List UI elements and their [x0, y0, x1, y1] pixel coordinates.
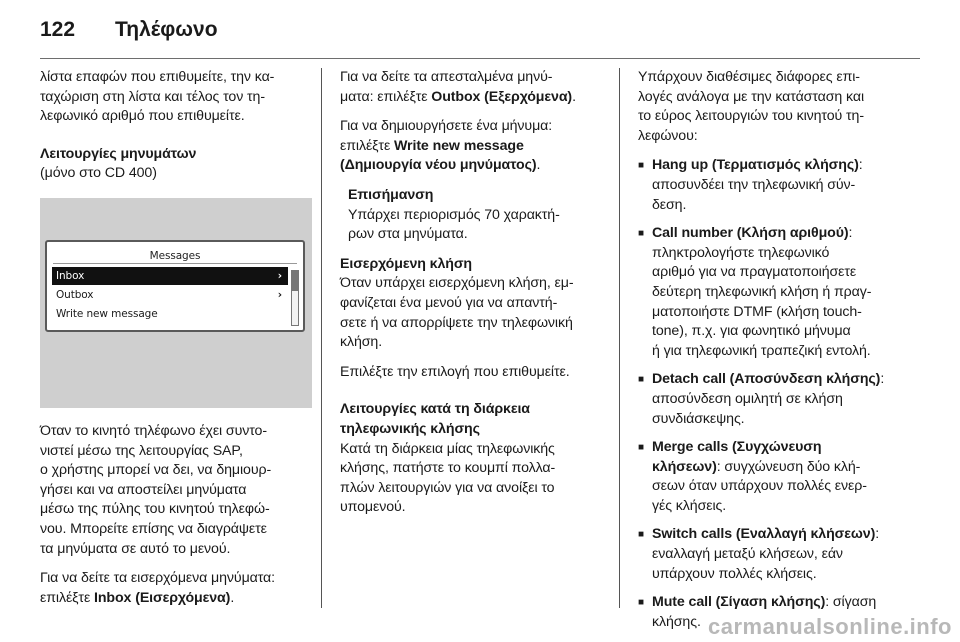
list-item-call-number: ■ Call number (Κλήση αριθμού): πληκτρολογήστε τηλεφωνικό αριθμό για να πραγματοποιήσετε δεύτερη τηλεφωνική κλήση ή πραγ- ματοποιήστε DTMF (κλήση touch- tone), π.χ. για φωνητικό μήνυμα ή για τηλεφωνική τραπεζική εντολή. [638, 224, 920, 361]
intro-paragraph: λίστα επαφών που επιθυμείτε, την κα- ταχώριση στη λίστα και τέλος τον τη- λεφωνικό αριθμό που επιθυμείτε. [40, 69, 275, 125]
list-item-merge-calls: ■ Merge calls (Συγχώνευση κλήσεων): συγχώνευση δύο κλή- σεων όταν υπάρχουν πολλές ενερ- γές κλήσεις. [638, 438, 920, 516]
list-item-detach-call: ■ Detach call (Αποσύνδεση κλήσης): αποσύνδεση ομιλητή σε κλήση συνδιάσκεψης. [638, 370, 920, 429]
display-illustration [40, 198, 312, 408]
menu-item-inbox: Inbox › [52, 267, 288, 285]
incoming-call-heading: Εισερχόμενη κλήση [340, 255, 472, 272]
messages-section [40, 145, 312, 184]
note-box: Επισήμανση Υπάρχει περιορισμός 70 χαρακτή- ρων στα μηνύματα. [340, 186, 610, 245]
chevron-right-icon: › [277, 288, 282, 301]
screen-divider [53, 263, 297, 264]
screen-title: Messages [149, 249, 201, 262]
menu-item-write-new-message: Write new message [56, 307, 158, 320]
inbox-paragraph: Για να δείτε τα εισερχόμενα μηνύματα: επιλέξτε Inbox (Εισερχόμενα). [40, 570, 275, 606]
section-subheading: (μόνο στο CD 400) [40, 165, 157, 182]
inbox-label: Inbox (Εισερχόμενα) [94, 589, 231, 606]
outbox-label: Outbox (Εξερχόμενα) [431, 88, 573, 105]
page-title: Τηλέφωνο [115, 18, 218, 41]
column-1 [40, 68, 312, 618]
column-divider-2 [619, 68, 620, 608]
section-heading: Λειτουργίες μηνυμάτων [40, 145, 197, 162]
column-divider-1 [321, 68, 322, 608]
column-3 [638, 68, 920, 641]
during-call-heading: Λειτουργίες κατά τη διάρκεια [340, 401, 530, 418]
sap-paragraph: Όταν το κινητό τηλέφωνο έχει συντο- νιστεί μέσω της λειτουργίας SAP, ο χρήστης μπορεί να δει, να δημιουρ- γήσει και να αποστείλει μηνύματα μέσω της πύλης του κινητού τηλεφώ- νου. Μπορείτε επίσης να διαγράψετε τα μηνύματα σε αυτό το μενού. [40, 422, 272, 557]
outbox-paragraph: Για να δείτε τα απεσταλμένα μηνύ- ματα: επιλέξτε Outbox (Εξερχόμενα). [340, 69, 576, 105]
list-item-switch-calls: ■ Switch calls (Εναλλαγή κλήσεων): εναλλαγή μεταξύ κλήσεων, εάν υπάρχουν πολλές κλήσεις. [638, 525, 920, 584]
screen-scrollbar [291, 270, 299, 326]
select-option-text: Επιλέξτε την επιλογή που επιθυμείτε. [340, 363, 570, 380]
write-new-message-label: Write new message [394, 137, 524, 154]
page-number: 122 [40, 18, 76, 41]
list-item-hang-up: ■ Hang up (Τερματισμός κλήσης): αποσυνδέει την τηλεφωνική σύν- δεση. [638, 156, 920, 215]
scrollbar-thumb [292, 271, 298, 291]
note-title: Επισήμανση [348, 186, 434, 203]
write-message-paragraph: Για να δημιουργήσετε ένα μήνυμα: επιλέξτε Write new message (Δημιουργία νέου μηνύματος). [340, 118, 553, 174]
column-2 [340, 68, 610, 528]
watermark: carmanualsonline.info [708, 614, 952, 639]
during-call-section: Λειτουργίες κατά τη διάρκεια τηλεφωνικής κλήσης Κατά τη διάρκεια μίας τηλεφωνικής κλήσης, πατήστε το κουμπί πολλα- πλών λειτουργιών για να ανοίξει το υπομενού. [340, 400, 610, 518]
menu-item-outbox: Outbox › [52, 286, 288, 304]
options-intro: Υπάρχουν διαθέσιμες διάφορες επι- λογές ανάλογα με την κατάσταση και το εύρος λειτουργιών του κινητού τη- λεφώνου: [638, 69, 864, 144]
call-options-list [638, 156, 920, 632]
messages-screen [45, 240, 305, 332]
list-item-mute-call: ■ Mute call (Σίγαση κλήσης): σίγαση κλήσης. [638, 593, 920, 632]
chevron-right-icon: › [277, 269, 282, 282]
page-header [40, 18, 920, 59]
incoming-call-section: Εισερχόμενη κλήση Όταν υπάρχει εισερχόμενη κλήση, εμ- φανίζεται ένα μενού για να απαντή- σετε ή να απορρίψετε την τηλεφωνική κλήση. [340, 255, 610, 353]
